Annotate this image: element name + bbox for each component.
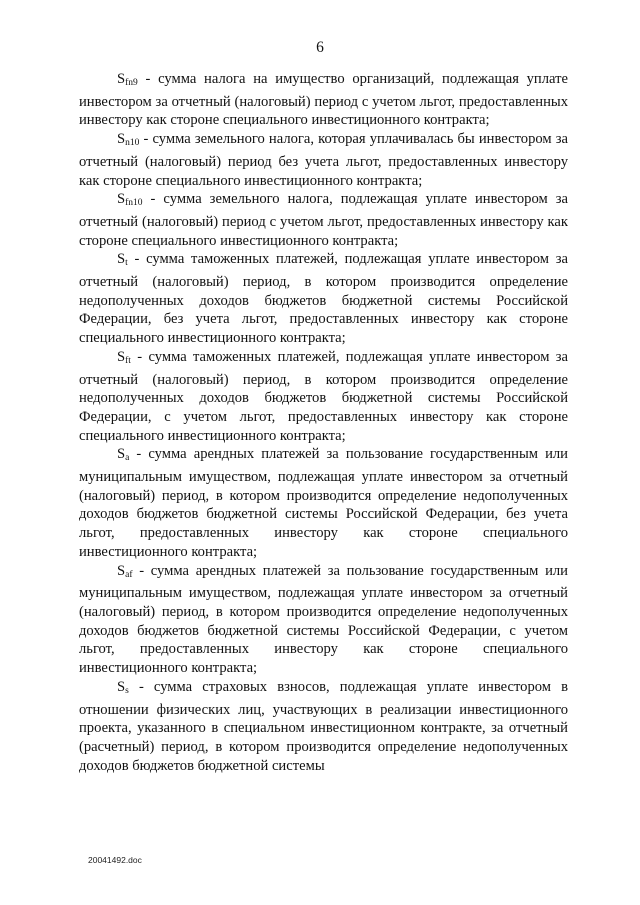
variable-subscript: ft — [125, 355, 131, 366]
definition-text: - сумма таможенных платежей, подлежащая уплате инвестором за отчетный (налоговый) период, в котором производится определение недополученных доходов бюджетов бюджетной системы Российской Федерации, без учета льгот, предоставленных инвестору как стороне специального инвестиционного контракта; — [79, 251, 568, 347]
variable-subscript: t — [125, 258, 128, 269]
definition-paragraph — [79, 562, 568, 678]
document-body — [79, 70, 568, 775]
definition-text: - сумма земельного налога, которая уплачивалась бы инвестором за отчетный (налоговый) период без учета льгот, предоставленных инвестору как стороне специального инвестиционного контракта; — [79, 131, 568, 189]
variable-symbol: S — [117, 446, 126, 463]
variable-subscript: n10 — [125, 138, 140, 149]
definition-paragraph — [79, 130, 568, 190]
definition-paragraph — [79, 190, 568, 250]
page-number: 6 — [316, 39, 324, 56]
definition-paragraph — [79, 445, 568, 561]
variable-symbol: S — [117, 562, 126, 579]
variable-symbol: S — [117, 71, 126, 87]
variable-symbol: S — [117, 131, 126, 148]
variable-symbol: S — [117, 678, 126, 695]
definition-paragraph — [79, 250, 568, 348]
definition-paragraph — [79, 70, 568, 130]
definition-text: - сумма таможенных платежей, подлежащая уплате инвестором за отчетный (налоговый) период, в котором производится определение недополученных доходов бюджетов бюджетной системы Российской Федерации, с учетом льгот, предоставленных инвестору как стороне специального инвестиционного контракта; — [79, 348, 568, 444]
definition-text: - сумма арендных платежей за пользование государственным или муниципальным имуществом, подлежащая уплате инвестором за отчетный (налоговый) период, в котором производится определение недополученных доходов бюджетов бюджетной системы Российской Федерации, без учета льгот, предоставленных инвестору как стороне специального инвестиционного контракта; — [79, 446, 568, 560]
definition-text: - сумма страховых взносов, подлежащая уплате инвестором в отношении физических лиц, участвующих в реализации инвестиционного проекта, указанного в специальном инвестиционном контракте, за отчетный (расчетный) период, в котором производится определение недополученных доходов бюджетов бюджетной системы — [79, 678, 568, 774]
definition-text: - сумма земельного налога, подлежащая уплате инвестором за отчетный (налоговый) период с учетом льгот, предоставленных инвестору как стороне специального инвестиционного контракта; — [79, 191, 568, 249]
variable-subscript: fn10 — [125, 198, 143, 209]
definition-paragraph — [79, 678, 568, 776]
variable-subscript: af — [125, 569, 133, 580]
variable-symbol: S — [117, 191, 126, 208]
variable-symbol: S — [117, 348, 126, 365]
definition-text: - сумма арендных платежей за пользование государственным или муниципальным имуществом, подлежащая уплате инвестором за отчетный (налоговый) период, в котором производится определение недополученных доходов бюджетов бюджетной системы Российской Федерации, с учетом льгот, предоставленных инвестору как стороне специального инвестиционного контракта; — [79, 562, 568, 677]
definition-paragraph — [79, 348, 568, 446]
variable-subscript: s — [125, 685, 129, 696]
variable-subscript: a — [125, 453, 130, 464]
variable-symbol: S — [117, 251, 126, 268]
variable-subscript: fn9 — [125, 78, 138, 88]
definition-text: - сумма налога на имущество организаций, подлежащая уплате инвестором за отчетный (налоговый) период с учетом льгот, предоставленных инвестору как стороне специального инвестиционного контракта; — [79, 71, 568, 129]
document-filename: 20041492.doc — [88, 855, 142, 865]
